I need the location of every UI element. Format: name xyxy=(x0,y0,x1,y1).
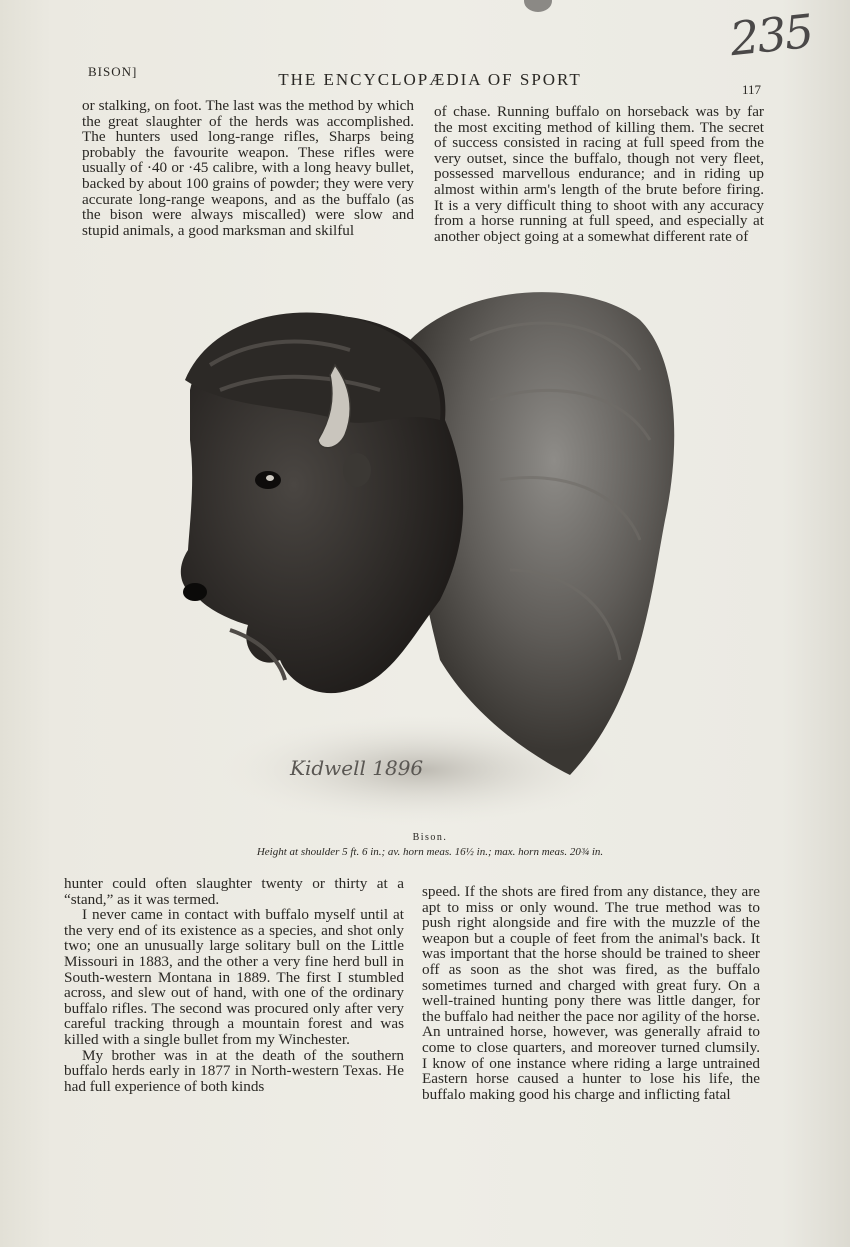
paragraph: I never came in contact with buffalo myself until at the very end of its existence as a species, and shot only two; one an unusually large solitary bull on the Little Missouri in 1883, and the other a very fine herd bull in South-western Montana in 1889. The first I stumbled across, and slew out of hand, with one of the ordinary buffalo rifles. The second was procured only after very careful tracking through a mountain forest and was killed with a single bullet from my Winchester. xyxy=(64,906,404,1048)
paragraph: of chase. Running buffalo on horseback was by far the most exciting method of killing them. The secret of success consisted in racing at full speed from the very outset, since the buffalo, though not very fleet, possessed marvellous endurance; and in riding up almost within arm's length of the brute before firing. It is a very difficult thing to shoot with any accuracy from a horse running at full speed, and especially at another object going at a somewhat different rate of xyxy=(434,103,764,245)
bison-illustration xyxy=(170,280,690,825)
caption-title: Bison. xyxy=(412,832,448,843)
artist-signature: Kidwell 1896 xyxy=(290,756,424,780)
running-head-title: THE ENCYCLOPÆDIA OF SPORT xyxy=(278,70,582,89)
upper-right-column xyxy=(434,104,764,244)
figure-caption xyxy=(180,832,680,858)
paragraph: My brother was in at the death of the southern buffalo herds early in 1877 in North-western Texas. He had full experience of both kinds xyxy=(64,1046,404,1095)
page-number: 117 xyxy=(742,82,762,97)
paragraph: hunter could often slaughter twenty or thirty at a “stand,” as it was termed. xyxy=(64,875,404,908)
paragraph: speed. If the shots are fired from any distance, they are apt to miss or only wound. The true method was to push right alongside and fire with the muzzle of the weapon but a couple of feet from the animal's back. It was important that the horse should be trained to sheer off as soon as the shot was fired, as the buffalo sometimes turned and charged with great fury. On a well-trained hunting pony there was little danger, for the buffalo had neither the pace nor agility of the horse. An untrained horse, however, was generally afraid to come to close quarters, and moreover turned clumsily. I know of one instance where riding a large untrained Eastern horse caused a hunter to lose his life, the buffalo making good his charge and inflicting fatal xyxy=(422,883,760,1103)
handwritten-page-number: 235 xyxy=(727,3,815,67)
lower-right-column xyxy=(422,884,760,1102)
upper-left-column xyxy=(82,98,414,238)
lower-left-column xyxy=(64,876,404,1094)
running-head-section: BISON] xyxy=(88,64,138,79)
caption-measurements: Height at shoulder 5 ft. 6 in.; av. horn meas. 16½ in.; max. horn meas. 20¾ in. xyxy=(256,846,604,858)
page-hole xyxy=(524,0,552,12)
paragraph: or stalking, on foot. The last was the method by which the great slaughter of the herds was accomplished. The hunters used long-range rifles, Sharps being probably the favourite weapon. These rifles were usually of ·40 or ·45 calibre, with a long heavy bullet, backed by about 100 grains of powder; they were very accurate long-range weapons, and as the buffalo (as the bison were always miscalled) were slow and stupid animals, a good marksman and skilful xyxy=(82,97,414,239)
